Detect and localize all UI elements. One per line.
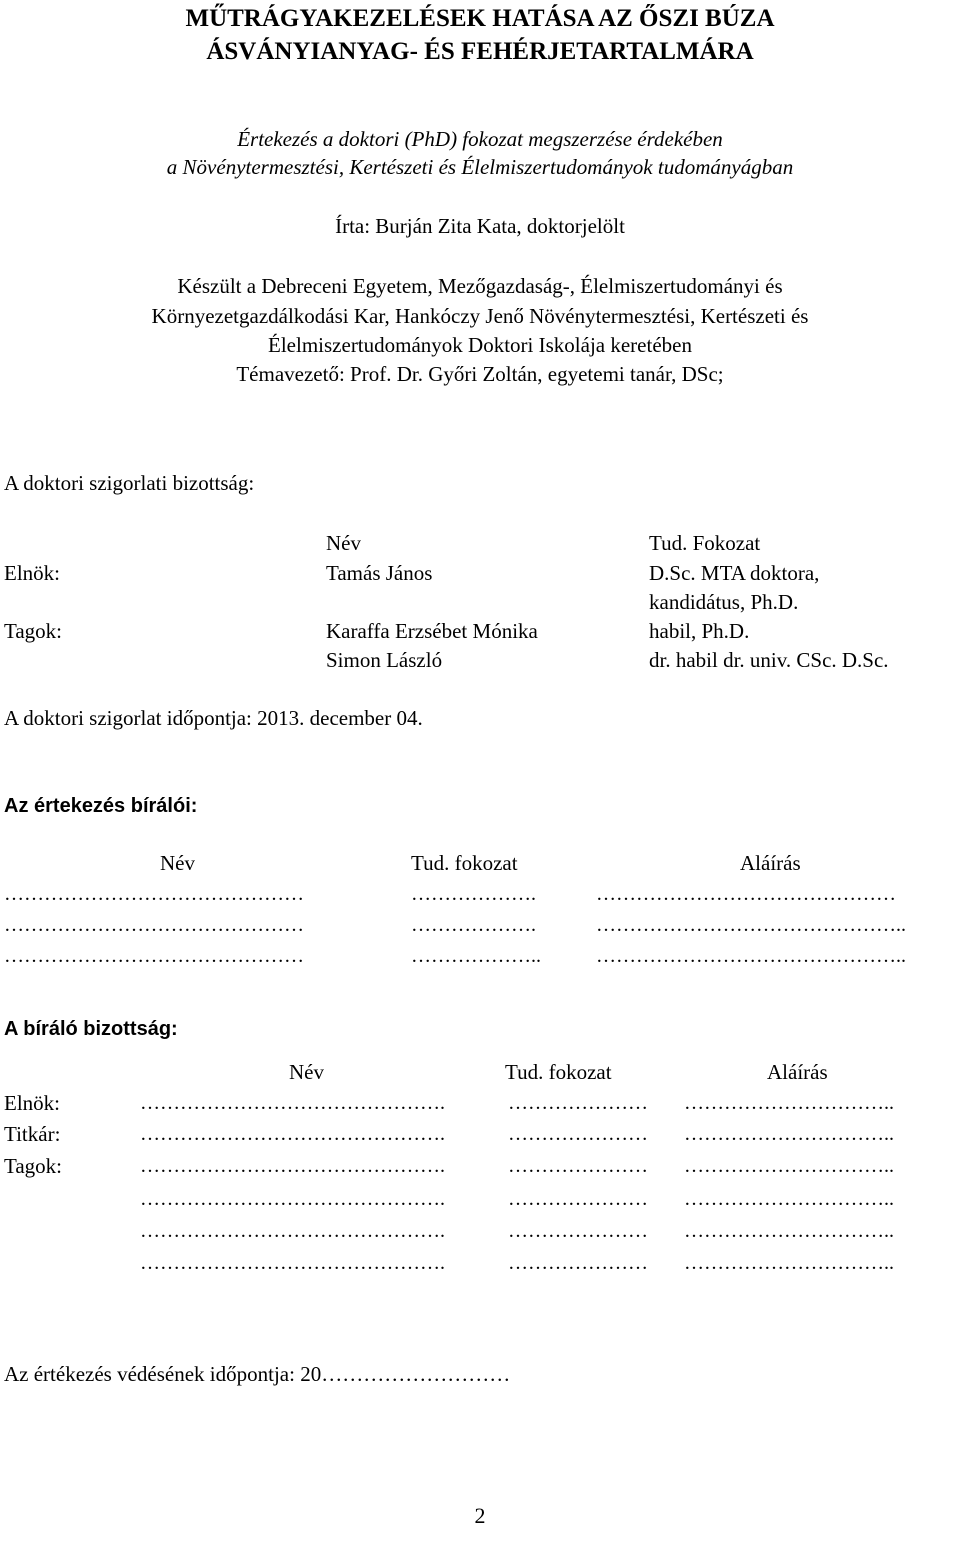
review-row-1-degree: ………………… [508, 1092, 648, 1114]
review-row-2-signature: ………………………….. [684, 1123, 894, 1145]
reviewers-heading: Az értekezés bírálói: [4, 795, 198, 817]
exam-date: A doktori szigorlat időpontja: 2013. december 04. [4, 706, 423, 730]
review-row-4-signature: ………………………….. [684, 1188, 894, 1210]
institution-line-1: Készült a Debreceni Egyetem, Mezőgazdaság-, Élelmiszertudományi és [177, 274, 783, 298]
author-line: Írta: Burján Zita Kata, doktorjelölt [335, 214, 625, 238]
reviewer-row-3-name: ……………………………………… [4, 945, 304, 967]
review-col-degree: Tud. fokozat [505, 1060, 612, 1084]
reviewer-row-1-signature: ……………………………………… [596, 883, 896, 905]
review-row-3-name: ………………………………………. [140, 1155, 445, 1177]
exam-chair-degree-1: D.Sc. MTA doktora, [649, 561, 820, 585]
institution-line-3: Élelmiszertudományok Doktori Iskolája keretében [268, 333, 692, 357]
review-row-4-degree: ………………… [508, 1188, 648, 1210]
review-row-2-label: Titkár: [4, 1122, 61, 1146]
review-row-6-name: ………………………………………. [140, 1252, 445, 1274]
reviewer-row-1-name: ……………………………………… [4, 883, 304, 905]
review-row-2-name: ………………………………………. [140, 1123, 445, 1145]
exam-members-label: Tagok: [4, 619, 63, 643]
exam-chair-degree-2: kandidátus, Ph.D. [649, 590, 799, 614]
institution-line-2: Környezetgazdálkodási Kar, Hankóczy Jenő Növénytermesztési, Kertészeti és [151, 304, 809, 328]
supervisor-line: Témavezető: Prof. Dr. Győri Zoltán, egyetemi tanár, DSc; [236, 362, 724, 386]
reviewer-row-2-degree: ………………. [411, 914, 536, 936]
exam-chair-name: Tamás János [326, 561, 433, 585]
review-row-1-signature: ………………………….. [684, 1092, 894, 1114]
exam-committee-heading: A doktori szigorlati bizottság: [4, 471, 255, 495]
thesis-title-line-2: ÁSVÁNYIANYAG- ÉS FEHÉRJETARTALMÁRA [206, 38, 754, 65]
review-committee-heading: A bíráló bizottság: [4, 1018, 178, 1040]
subtitle-line-1: Értekezés a doktori (PhD) fokozat megszerzése érdekében [237, 127, 723, 151]
review-row-1-label: Elnök: [4, 1091, 60, 1115]
exam-member-2-name: Simon László [326, 648, 443, 672]
review-row-3-degree: ………………… [508, 1155, 648, 1177]
reviewer-row-3-degree: ……………….. [411, 945, 541, 967]
thesis-title-line-1: MŰTRÁGYAKEZELÉSEK HATÁSA AZ ŐSZI BÚZA [185, 5, 775, 32]
subtitle-line-2: a Növénytermesztési, Kertészeti és Élelmiszertudományok tudományágban [166, 155, 794, 179]
review-col-signature: Aláírás [767, 1060, 828, 1084]
reviewers-col-name: Név [160, 851, 195, 875]
reviewers-col-signature: Aláírás [740, 851, 801, 875]
exam-member-1-name: Karaffa Erzsébet Mónika [326, 619, 538, 643]
reviewer-row-2-signature: ……………………………………….. [596, 914, 906, 936]
review-row-5-degree: ………………… [508, 1220, 648, 1242]
review-row-5-signature: ………………………….. [684, 1220, 894, 1242]
review-col-name: Név [289, 1060, 324, 1084]
exam-col-degree: Tud. Fokozat [649, 531, 761, 555]
exam-col-name: Név [326, 531, 361, 555]
defense-date: Az értékezés védésének időpontja: 20……………………… [4, 1362, 511, 1386]
reviewer-row-1-degree: ………………. [411, 883, 536, 905]
page-number: 2 [474, 1503, 486, 1528]
review-row-1-name: ………………………………………. [140, 1092, 445, 1114]
reviewer-row-3-signature: ……………………………………….. [596, 945, 906, 967]
review-row-3-label: Tagok: [4, 1154, 63, 1178]
review-row-5-name: ………………………………………. [140, 1220, 445, 1242]
reviewer-row-2-name: ……………………………………… [4, 914, 304, 936]
exam-member-2-degree: dr. habil dr. univ. CSc. D.Sc. [649, 648, 889, 672]
review-row-6-signature: ………………………….. [684, 1252, 894, 1274]
exam-chair-label: Elnök: [4, 561, 60, 585]
review-row-2-degree: ………………… [508, 1123, 648, 1145]
review-row-3-signature: ………………………….. [684, 1155, 894, 1177]
reviewers-col-degree: Tud. fokozat [411, 851, 518, 875]
review-row-6-degree: ………………… [508, 1252, 648, 1274]
review-row-4-name: ………………………………………. [140, 1188, 445, 1210]
exam-member-1-degree: habil, Ph.D. [649, 619, 750, 643]
